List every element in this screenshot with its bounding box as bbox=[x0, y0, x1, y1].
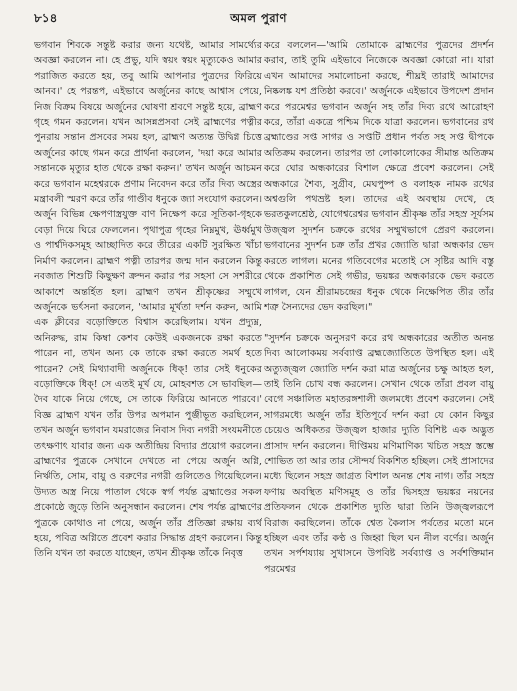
page-header bbox=[0, 10, 517, 30]
running-title: অমল পুরাণ bbox=[230, 11, 287, 25]
left-text-column: ভগবান শিবকে সন্তুষ্ট করার জন্য যথেষ্ট, আমার সামর্থ্যের অবজ্ঞা করলেন না। হে প্রভু, যদি স্বয়ং স্বয়ং মৃত্যুকেও আমার পরাজিত করতে হয়, তবু আমি আপনার পুত্রদের ফিরিয়ে আনব।' হে পরন্তপ, এইভাবে অর্জুনের কাছে আশ্বাস পেয়ে, নিজ বিক্রম বিষয়ে অর্জুনের ঘোষণা শ্রবণে সন্তুষ্ট হয়ে, ব্রাহ্মণ গৃহে গমন করলেন। যখন আসন্নপ্রসবা সেই ব্রাহ্মণের পত্নীর পুনরায় সন্তান প্রসবের সময় হল, ব্রাহ্মণ অত্যন্ত উদ্বিগ্ন চিত্তে অর্জুনের কাছে গমন করে প্রার্থনা করলেন, 'দয়া করে আমার সন্তানকে মৃত্যুর হাত থেকে রক্ষা করুন।' তখন অর্জুন আচমন করে ভগবান মহেশ্বরকে প্রণাম নিবেদন করে তাঁর দিব্য অস্ত্রের মন্ত্রাবলী স্মরণ করে তাঁর গাণ্ডীব ধনুকে জ্যা সংযোগ করলেন। অর্জুন বিভিন্ন ক্ষেপণাস্ত্রযুক্ত বাণ নিক্ষেপ করে সূতিকা-গৃহকে বেড়া দিয়ে ঘিরে ফেললেন। পৃথাপুত্র গৃহের নিম্নমুখ, ঊর্ধ্বমুখ ও পার্শ্বদিকসমূহ আচ্ছাদিত করে তীরের একটি সুরক্ষিত খাঁচা নির্মাণ করলেন। ব্রাহ্মণ পত্নী তারপর জন্ম দান করলেন কিন্তু নবজাত শিশুটি কিছুক্ষণ ক্রন্দন করার পর সহসা সে সশরীরে আকাশে অন্তর্হিত হল। ব্রাহ্মণ তখন শ্রীকৃষ্ণের সম্মুখে অর্জুনকে ভর্ৎসনা করলেন, 'আমার মূর্খতা দর্শন করুন, আমি এক ক্লীবের বড়োক্তিতে বিশ্বাস করেছিলাম। যখন প্রদ্যুম্ন, অনিরুদ্ধ, রাম কিম্বা কেশব কেউই একজনকে রক্ষা করতে পারেন না, তখন অন্য কে তাকে রক্ষা করতে সমর্থ হতে পারেন? সেই মিথ্যাবাদী অর্জুনকে ধিক্! তার সেই ধনুকের বড়োক্তিকে ধিক্! সে এতই মূর্খ যে, মোহবশত সে ভাবছিল—দৈব যাকে নিয়ে গেছে, সে তাকে ফিরিয়ে আনতে পারবে।' বিজ্ঞ ব্রাহ্মণ যখন তাঁর উপর অপমান পুঞ্জীভূত করছিলেন, তখন অর্জুন ভগবান যমরাজের নিবাস দিব্য নগরী সংযমনীতে তৎক্ষণাৎ যাবার জন্য এক অতীন্দ্রিয় বিদ্যার প্রয়োগ করলেন। ব্রাহ্মণের পুত্রকে সেখানে দেখতে না পেয়ে অর্জুন অগ্নি, নির্ঋতি, সোম, বায়ু ও বরুণের নগরী গুলিতেও গিয়েছিলেন। উদ্যত অস্ত্র নিয়ে পাতাল থেকে স্বর্গ পর্যন্ত ব্রহ্মাণ্ডের সকল প্রকোষ্ঠে জুড়ে তিনি অনুসন্ধান করলেন। শেষ পর্যন্ত ব্রাহ্মণের পুত্রকে কোথাও না পেয়ে, অর্জুন তাঁর প্রতিজ্ঞা রক্ষায় ব্যর্থ হয়ে, পবিত্র অগ্নিতে প্রবেশ করার সিদ্ধান্ত গ্রহণ করলেন। কিন্তু তিনি যখন তা করতে যাচ্ছেন, তখন শ্রীকৃষ্ণ তাঁকে নিবৃত্ত bbox=[34, 40, 262, 560]
right-text-column: করে বললেন—'আমি তোমাকে ব্রাহ্মণের পুত্রদের প্রদর্শন করাব, তাই তুমি এইভাবে নিজেকে অবজ্ঞা কোরো না। যারা এখন আমাদের সমালোচনা করছে, শীঘ্রই তারাই আমাদের নিষ্কলঙ্ক যশ প্রতিষ্ঠা করবে।' অর্জুনকে এইভাবে উপদেশ প্রদান করে পরমেশ্বর ভগবান অর্জুন সহ তাঁর দিব্য রথে আরোহণ করে, তাঁরা একত্রে পশ্চিম দিকে যাত্রা করলেন। ভগবানের রথ ব্রহ্মাণ্ডের সপ্ত সাগর ও সপ্তটি প্রধান পর্বত সহ সপ্ত দ্বীপকে অতিক্রম করলেন। তারপর তা লোকালোকের সীমান্ত অতিক্রম করে ঘোর অন্ধকারের বিশাল ক্ষেত্রে প্রবেশ করলেন। সেই অন্ধকারে শৈব্য, সুগ্রীব, মেঘপুষ্প ও বলাহক নামক রথের অশ্বগুলি পথভ্রষ্ট হল। তাদের এই অবস্থায় দেখে, হে ভরতকুলশ্রেষ্ঠ, যোগেশ্বরেশ্বর ভগবান শ্রীকৃষ্ণ তাঁর সহস্র সূর্যসম উজ্জ্বল সুদর্শন চক্রকে রথের সম্মুখভাগে প্রেরণ করলেন। ভগবানের সুদর্শন চক্র তাঁর প্রখর জ্যোতি দ্বারা অন্ধকার ভেদ করতে লাগল। মনের গতিবেগের মতোই সে সৃষ্টির আদি বস্তু থেকে প্রকাশিত সেই গভীর, ভয়ঙ্কর অন্ধকারকে ভেদ করতে লাগল, যেন শ্রীরামচন্দ্রের ধনুক থেকে নিক্ষেপিত তীর তাঁর শত্রু সৈন্যদের ভেদ করছিল।" "সুদর্শন চক্রকে অনুসরণ করে রথ অন্ধকারের অতীত অনন্ত দিব্য আলোকময় সর্বব্যাপ্ত ব্রহ্মজ্যোতিতে উপস্থিত হল। এই অত্যুজ্জ্বল জ্যোতি দর্শন করা মাত্র অর্জুনের চক্ষু আহত হল, তাই তিনি চোখ বন্ধ করলেন। সেখান থেকে তাঁরা প্রবল বায়ু বেগে সঞ্চালিত মহাতরঙ্গশালী জলমধ্যে প্রবেশ করলেন। সেই সাগরমধ্যে অর্জুন তাঁর ইতিপূর্বে দর্শন করা যে কোন কিছুর চেয়েও অধিকতর উজ্জ্বল হাজার দ্যুতি বিশিষ্ট এক অদ্ভুত প্রাসাদ দর্শন করলেন। দীপ্তিময় মণিমাণিক্য খচিত সহস্র স্তম্ভে শোভিত তা আর তার সৌন্দর্য বিকশিত হচ্ছিল। সেই প্রাসাদের মধ্যে ছিলেন সহস্র জাগ্রত বিশাল অনন্ত শেষ নাগ। তাঁর সহস্র ফণায় অবস্থিত মণিসমূহ ও তাঁর দ্বিসহস্র ভয়ঙ্কর নয়নের প্রতিফলন থেকে প্রকাশিত দ্যুতি দ্বারা তিনি উজ্জ্বলরূপে বিরাজ করছিলেন। তাঁকে শ্বেত কৈলাস পর্বতের মতো মনে হচ্ছিল এবং তাঁর কণ্ঠ ও জিহ্বা ছিল ঘন নীল বর্ণের। অর্জুন তখন সর্পশয্যায় সুখাসনে উপবিষ্ট সর্বব্যাপ্ত ও সর্বশক্তিমান পরমেশ্বর bbox=[264, 40, 494, 575]
page-number: ৮১৪ bbox=[34, 11, 58, 25]
